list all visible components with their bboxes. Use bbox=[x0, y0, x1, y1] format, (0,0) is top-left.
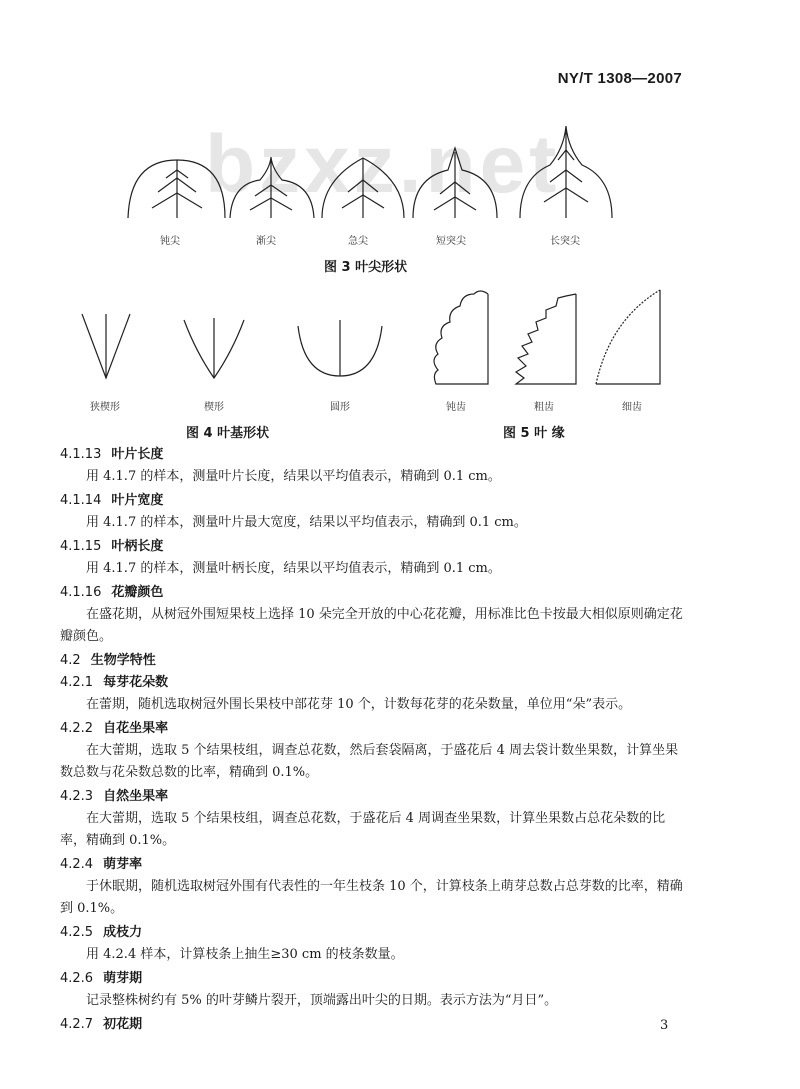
leaf-tip-label-short-cuspidate: 短突尖 bbox=[436, 236, 466, 247]
section-number: 4.2.6 bbox=[60, 971, 94, 986]
section-4-2-3 bbox=[60, 786, 690, 852]
section-4-2 bbox=[60, 650, 690, 672]
section-4-2-5 bbox=[60, 922, 690, 966]
section-title: 生物学特性 bbox=[90, 653, 156, 668]
watermark: bzxz.net bbox=[205, 119, 561, 210]
section-title: 叶柄长度 bbox=[111, 539, 164, 554]
leaf-base-label-cuneate: 楔形 bbox=[204, 402, 224, 413]
document-body bbox=[60, 444, 690, 1036]
leaf-margin-label-coarse: 粗齿 bbox=[534, 402, 554, 413]
leaf-base-label-rounded: 圆形 bbox=[330, 402, 350, 413]
section-4-1-14 bbox=[60, 490, 690, 534]
section-number: 4.2 bbox=[60, 653, 81, 668]
section-title: 每芽花朵数 bbox=[103, 675, 169, 690]
section-text: 于休眠期，随机选取树冠外围有代表性的一年生枝条 10 个，计算枝条上萌芽总数占总芽数的比率，精确到 0.1%。 bbox=[60, 879, 683, 916]
section-title: 自花坐果率 bbox=[103, 721, 169, 736]
leaf-margin-serrate-coarse-icon bbox=[516, 294, 576, 384]
section-4-1-16 bbox=[60, 582, 690, 648]
section-text: 在蕾期，随机选取树冠外围长果枝中部花芽 10 个，计数每花芽的花朵数量，单位用“朵”表示。 bbox=[86, 697, 632, 712]
leaf-base-rounded-icon bbox=[298, 320, 382, 376]
section-text: 在大蕾期，选取 5 个结果枝组，调查总花数，然后套袋隔离，于盛花后 4 周去袋计数坐果数，计算坐果数总数与花朵数总数的比率，精确到 0.1%。 bbox=[60, 743, 679, 780]
standard-code: NY/T 1308—2007 bbox=[557, 70, 682, 87]
section-number: 4.1.15 bbox=[60, 539, 102, 554]
leaf-base-cuneate-icon bbox=[184, 318, 244, 378]
section-4-2-1 bbox=[60, 672, 690, 716]
section-number: 4.1.16 bbox=[60, 585, 102, 600]
section-4-2-7 bbox=[60, 1014, 690, 1036]
leaf-tip-short-cuspidate-icon bbox=[413, 148, 497, 218]
section-title: 萌芽期 bbox=[103, 971, 143, 986]
section-text: 用 4.1.7 的样本，测量叶柄长度，结果以平均值表示，精确到 0.1 cm。 bbox=[86, 561, 501, 576]
section-4-2-2 bbox=[60, 718, 690, 784]
leaf-margin-label-crenate: 钝齿 bbox=[446, 402, 466, 413]
leaf-base-label-narrow-cuneate: 狭楔形 bbox=[90, 402, 120, 413]
leaf-tip-label-acute: 急尖 bbox=[348, 236, 368, 247]
section-title: 花瓣颜色 bbox=[111, 585, 164, 600]
leaf-margin-label-fine: 细齿 bbox=[622, 402, 642, 413]
section-4-1-13 bbox=[60, 444, 690, 488]
section-number: 4.2.2 bbox=[60, 721, 94, 736]
leaf-margin-crenate-icon bbox=[434, 291, 488, 384]
leaf-base-narrow-cuneate-icon bbox=[82, 314, 130, 378]
leaf-tip-label-long-cuspidate: 长突尖 bbox=[550, 236, 580, 247]
leaf-tip-label-acuminate: 渐尖 bbox=[256, 236, 276, 247]
section-title: 初花期 bbox=[103, 1017, 143, 1032]
section-text: 在盛花期，从树冠外围短果枝上选择 10 朵完全开放的中心花花瓣，用标准比色卡按最大相似原则确定花瓣颜色。 bbox=[60, 607, 683, 644]
section-text: 记录整株树约有 5% 的叶芽鳞片裂开，顶端露出叶尖的日期。表示方法为“月日”。 bbox=[86, 993, 558, 1008]
section-text: 在大蕾期，选取 5 个结果枝组，调查总花数，于盛花后 4 周调查坐果数，计算坐果数占总花朵数的比率，精确到 0.1%。 bbox=[60, 811, 666, 848]
figure5-caption: 图 5 叶 缘 bbox=[503, 426, 565, 441]
section-number: 4.2.4 bbox=[60, 857, 94, 872]
leaf-tip-label-obtuse: 钝尖 bbox=[160, 236, 180, 247]
section-title: 自然坐果率 bbox=[103, 789, 169, 804]
section-number: 4.2.7 bbox=[60, 1017, 94, 1032]
figure4-caption: 图 4 叶基形状 bbox=[186, 426, 270, 441]
leaf-margin-serrate-fine-icon bbox=[596, 290, 660, 384]
section-4-1-15 bbox=[60, 536, 690, 580]
leaf-tip-acute-icon bbox=[322, 158, 404, 218]
leaf-tip-obtuse-icon bbox=[128, 160, 225, 218]
section-4-2-4 bbox=[60, 854, 690, 920]
section-title: 萌芽率 bbox=[103, 857, 143, 872]
section-number: 4.2.3 bbox=[60, 789, 94, 804]
section-number: 4.2.1 bbox=[60, 675, 94, 690]
page-number: 3 bbox=[660, 1018, 669, 1033]
section-text: 用 4.1.7 的样本，测量叶片最大宽度，结果以平均值表示，精确到 0.1 cm。 bbox=[86, 515, 527, 530]
figure3-caption: 图 3 叶尖形状 bbox=[324, 260, 408, 275]
section-title: 叶片长度 bbox=[111, 447, 164, 462]
leaf-tip-long-cuspidate-icon bbox=[520, 126, 612, 218]
section-number: 4.1.13 bbox=[60, 447, 102, 462]
section-4-2-6 bbox=[60, 968, 690, 1012]
section-number: 4.1.14 bbox=[60, 493, 102, 508]
section-text: 用 4.1.7 的样本，测量叶片长度，结果以平均值表示，精确到 0.1 cm。 bbox=[86, 469, 501, 484]
section-title: 成枝力 bbox=[103, 925, 143, 940]
section-number: 4.2.5 bbox=[60, 925, 94, 940]
section-text: 用 4.2.4 样本，计算枝条上抽生≥30 cm 的枝条数量。 bbox=[86, 947, 404, 962]
section-title: 叶片宽度 bbox=[111, 493, 164, 508]
leaf-tip-acuminate-icon bbox=[230, 157, 314, 218]
